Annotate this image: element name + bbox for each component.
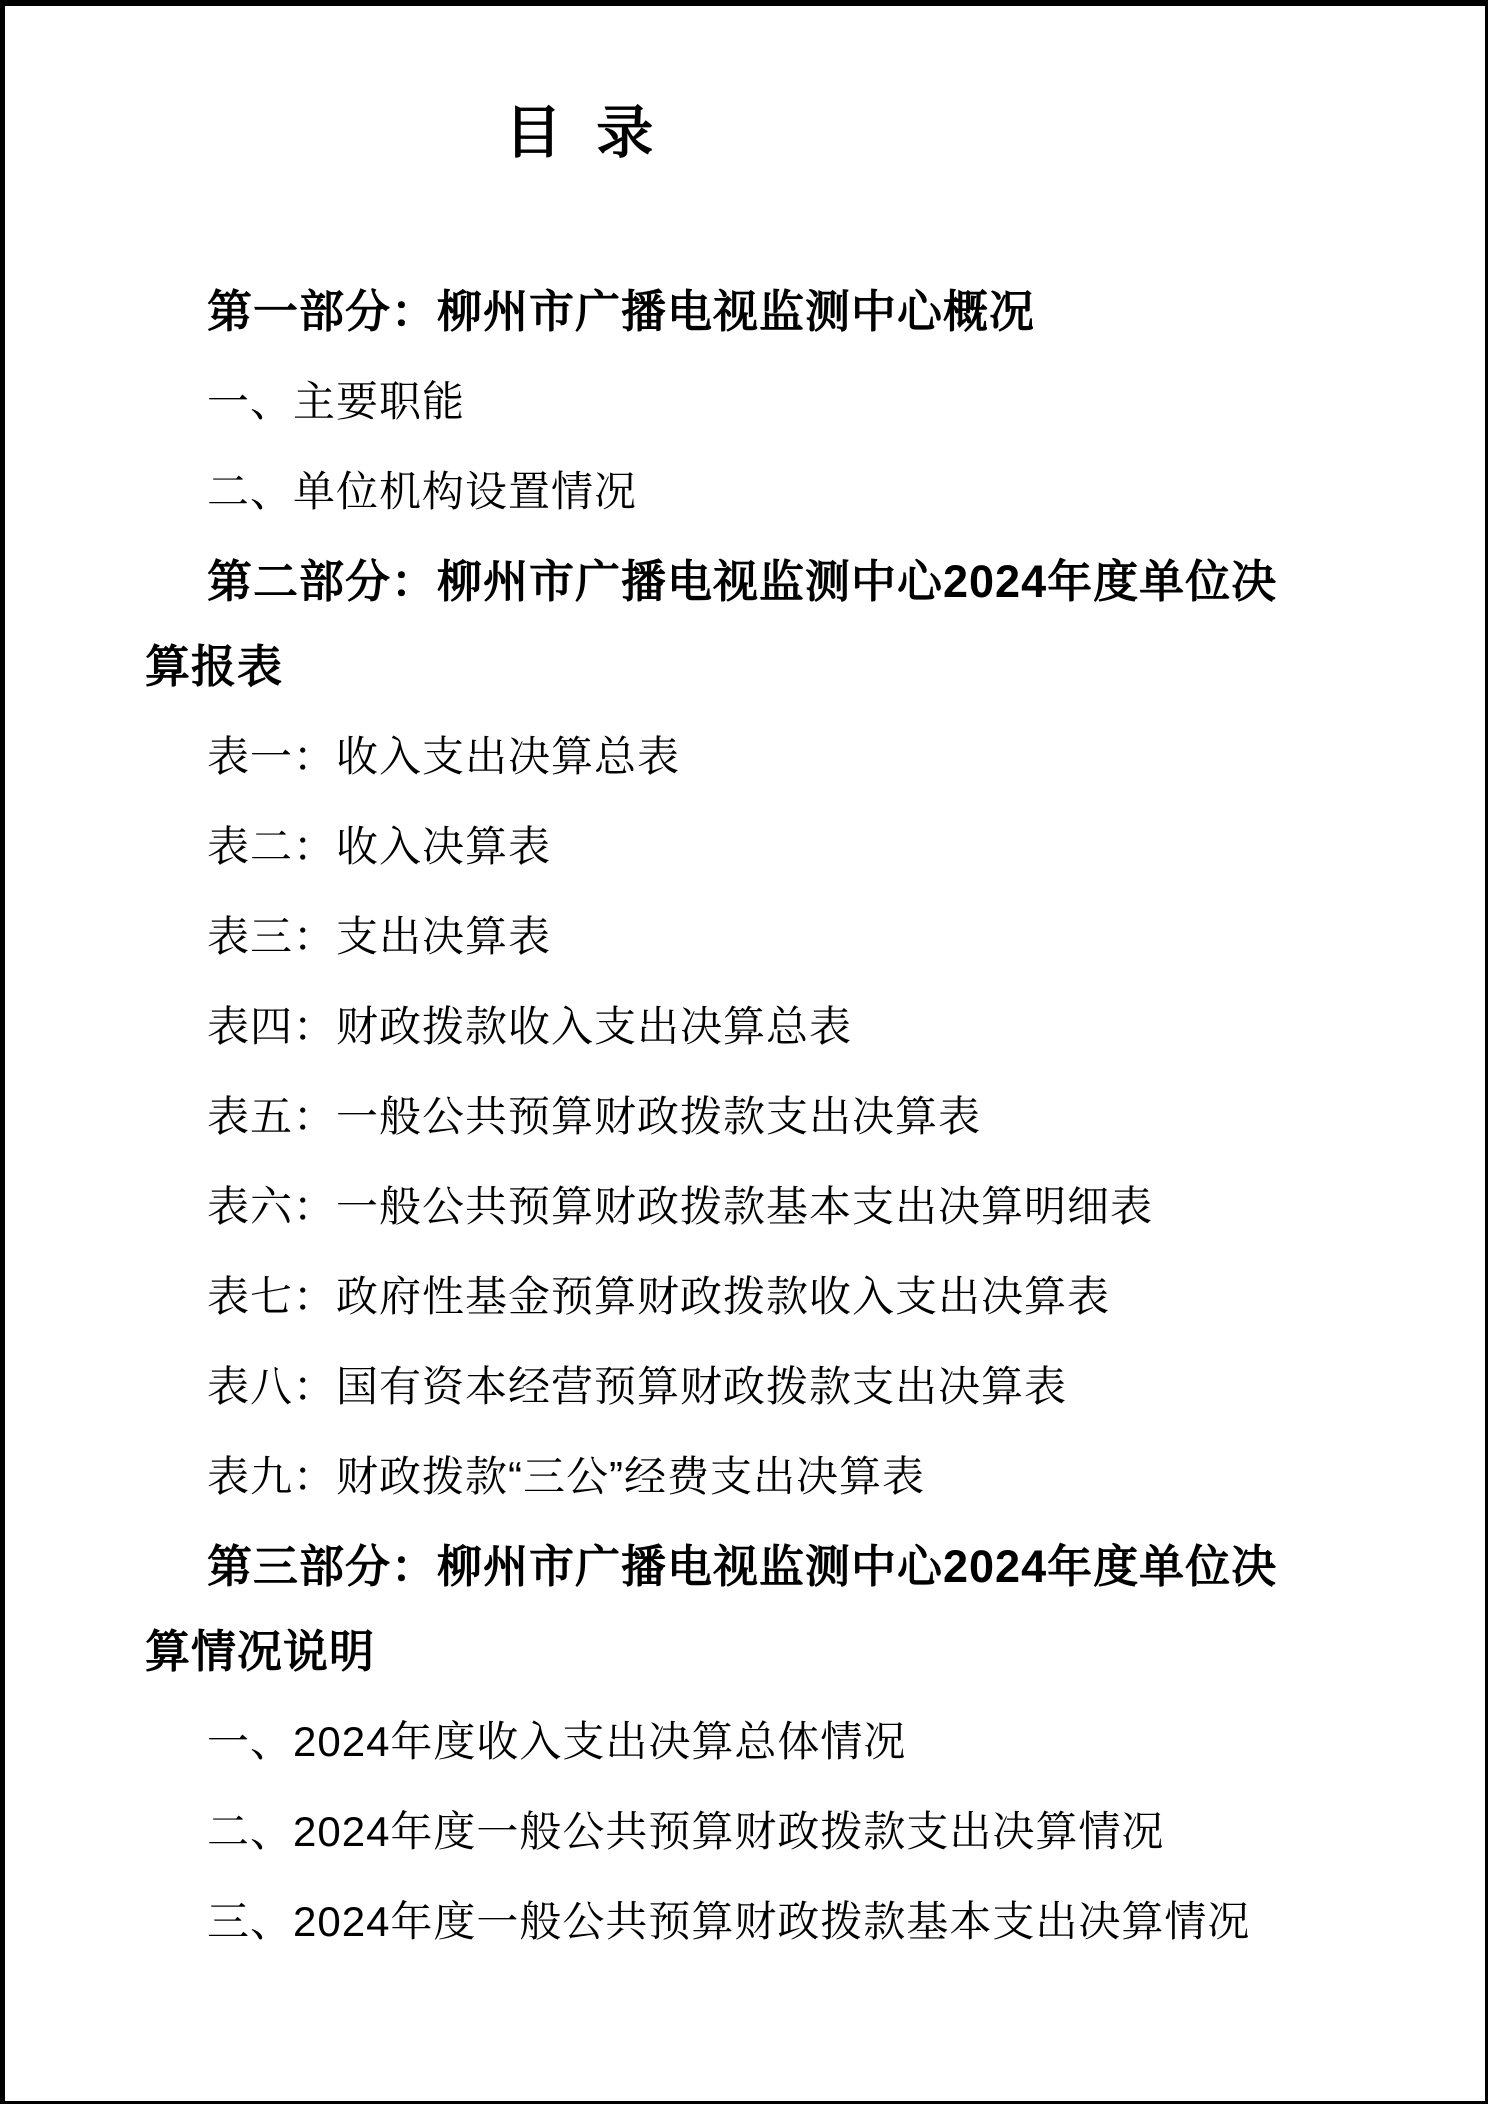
toc-item: 表一：收入支出决算总表 <box>207 733 681 780</box>
toc-content <box>5 6 1305 1964</box>
toc-item: 三、2024年度一般公共预算财政拨款基本支出决算情况 <box>207 1898 1251 1945</box>
document-title: 目 录 <box>504 102 656 165</box>
toc-item: 一、主要职能 <box>207 378 466 425</box>
toc-item: 表三：支出决算表 <box>207 913 552 960</box>
toc-item: 表六：一般公共预算财政拨款基本支出决算明细表 <box>207 1183 1154 1230</box>
toc-item: 表五：一般公共预算财政拨款支出决算表 <box>207 1093 982 1140</box>
section-3-heading: 第三部分：柳州市广播电视监测中心2024年度单位决算情况说明 <box>145 1541 1278 1677</box>
toc-item: 一、2024年度收入支出决算总体情况 <box>207 1718 907 1765</box>
section-1-heading: 第一部分：柳州市广播电视监测中心概况 <box>207 286 1036 337</box>
toc-item: 表九：财政拨款“三公”经费支出决算表 <box>207 1453 925 1500</box>
table-of-contents <box>145 269 1300 1964</box>
section-2-heading: 第二部分：柳州市广播电视监测中心2024年度单位决算报表 <box>145 556 1278 692</box>
toc-item: 表二：收入决算表 <box>207 823 552 870</box>
toc-item: 二、2024年度一般公共预算财政拨款支出决算情况 <box>207 1808 1165 1855</box>
toc-item: 表八：国有资本经营预算财政拨款支出决算表 <box>207 1363 1068 1410</box>
toc-item: 表四：财政拨款收入支出决算总表 <box>207 1003 853 1050</box>
toc-item: 表七：政府性基金预算财政拨款收入支出决算表 <box>207 1273 1111 1320</box>
toc-item: 二、单位机构设置情况 <box>207 468 638 515</box>
